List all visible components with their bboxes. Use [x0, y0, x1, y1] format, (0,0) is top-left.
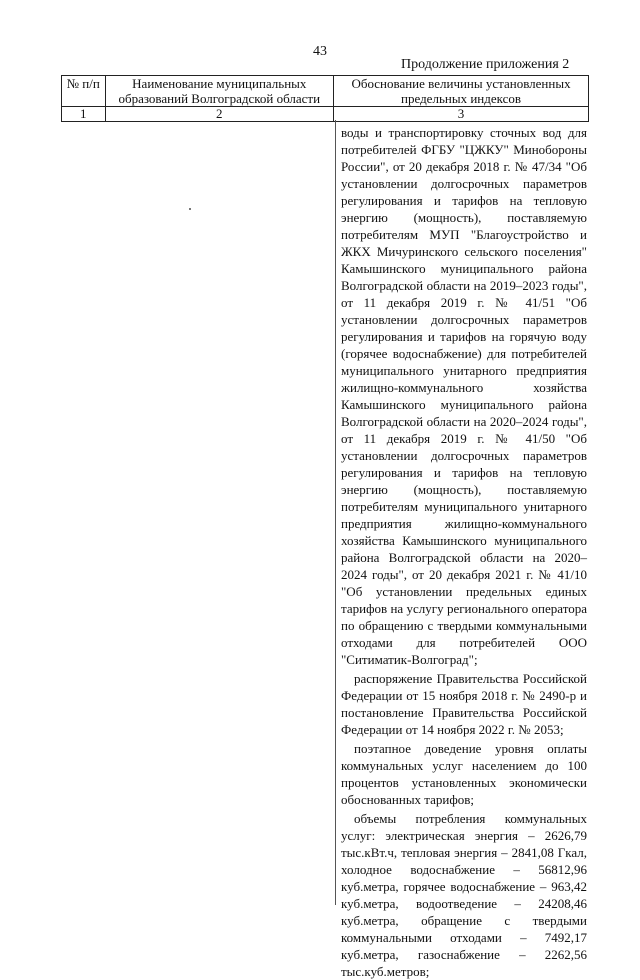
paragraph-tariff-decisions: воды и транспортировку сточных вод для потребителей ФГБУ "ЦЖКУ" Минобороны России", от 20 декабря 2018 г. № 47/34 "Об установлении долгосрочных параметров регулирования и тарифов на тепловую энергию (мощность), поставляемую потребителям МУП "Благоустройство и ЖКХ Мичуринского сельского поселения" Камышинского муниципального района Волгоградской области на 2019–2023 годы", от 11 декабря 2019 г. № 41/51 "Об установлении долгосрочных параметров регулирования и тарифов на горячую воду (горячее водоснабжение) для потребителей муниципального унитарного предприятия жилищно-коммунального хозяйства Камышинского муниципального района Волгоградской области на 2020–2024 годы", от 11 декабря 2019 г. № 41/50 "Об установлении долгосрочных параметров регулирования и тарифов на тепловую энергию (мощность), поставляемую потребителям муниципального унитарного предприятия жилищно-коммунального хозяйства Камышинского муниципального района Волгоградской области на 2020–2024 годы", от 20 декабря 2021 г. № 41/10 "Об установлении предельных единых тарифов на услугу регионального оператора по обращению с твердыми коммунальными отходами для потребителей ООО "Ситиматик-Волгоград"; [341, 125, 587, 667]
justification-text [341, 124, 587, 980]
paragraph-government-orders: распоряжение Правительства Российской Федерации от 15 ноября 2018 г. № 2490-р и постановление Правительства Российской Федерации от 14 ноября 2022 г. № 2053; [341, 671, 587, 737]
column-number-1: 1 [62, 107, 106, 122]
appendix-continuation-label: Продолжение приложения 2 [401, 57, 570, 72]
column-divider [335, 120, 336, 905]
column-number-3: 3 [334, 107, 589, 122]
paragraph-payment-level: поэтапное доведение уровня оплаты коммунальных услуг населением до 100 процентов установленных экономически обоснованных тарифов; [341, 741, 587, 807]
column-header-number: № п/п [62, 76, 106, 107]
column-number-2: 2 [105, 107, 334, 122]
scan-speck [189, 208, 191, 210]
column-header-justification: Обоснование величины установленных предельных индексов [334, 76, 589, 107]
paragraph-consumption-volumes: объемы потребления коммунальных услуг: электрическая энергия – 2626,79 тыс.кВт.ч, тепловая энергия – 2841,08 Гкал, холодное водоснабжение – 56812,96 куб.метра, горячее водоснабжение – 963,42 куб.метра, водоотведение – 24208,46 куб.метра, обращение с твердыми коммунальными отходами – 7492,17 куб.метра, газоснабжение – 2262,56 тыс.куб.метров; [341, 811, 587, 979]
table-column-numbers-row [62, 107, 589, 122]
table-header [61, 75, 589, 122]
page-number: 43 [313, 44, 327, 59]
column-header-municipality: Наименование муниципальных образований Волгоградской области [105, 76, 334, 107]
table-header-row [62, 76, 589, 107]
